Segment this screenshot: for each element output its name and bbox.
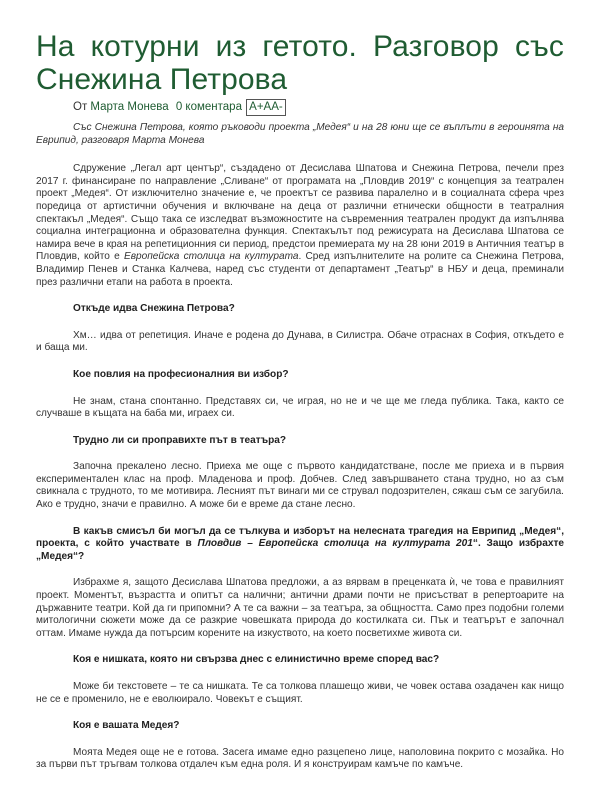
answer-5: Може би текстовете – те са нишката. Те са толкова плашещо живи, че човек остава озадачен как нищо не се е променило, не е еволюирало. Човекът е същият. [36, 681, 564, 705]
question-6: Коя е вашата Медея? [73, 720, 180, 732]
comments-link[interactable]: 0 коментара [175, 101, 242, 113]
question-1: Откъде идва Снежина Петрова? [73, 303, 235, 315]
article-title: На котурни из гетото. Разговор със Снежина Петрова [36, 30, 564, 96]
intro-text-1: Сдружение „Легал арт център“, създадено от Десислава Шпатова и Снежина Петрова, печели през 2017 г. финансиране по направление „Сливане“ от програмата на „Пловдив 2019“ с концепция за театрален проект „Медея“. От изключително значение е, че проектът се развива паралелно и в социалната сфера чрез поредица от артистични обучения и включване на деца от различни етнически общности в театралния спектакъл „Медея“. Също така се изследват възможностите на съвременния театрален продукт да изпълнява социална интеграционна и образователна функция. Спектакълът под режисурата на Десислава Шпатова се намира вече в края на репетиционния си период, предстои премиерата му на 28 юни 2019 в Античния театър в Пловдив, който е [36, 163, 564, 263]
question-3: Трудно ли си проправихте път в театъра? [73, 434, 287, 446]
question-4 [36, 526, 564, 564]
answer-2: Не знам, стана спонтанно. Представях си, че играя, но не и че ще ме гледа публика. Така, както се случваше в къщата на баба ми, играех си. [36, 395, 564, 420]
answer-1: Хм… идва от репетиция. Иначе е родена до Дунава, в Силистра. Обаче отраснах в София, откъдето е и баща ми. [36, 329, 564, 354]
by-label: От [73, 101, 88, 113]
article [36, 30, 564, 772]
answer-6: Моята Медея още не е готова. Засега имаме едно разцепено лице, наполовина покрито с мозайка. Но за първи път тръгвам толкова отдалеч към една роля. И я конструирам камъче по камъче. [36, 746, 564, 771]
font-size-controls[interactable]: A+AA- [246, 99, 286, 116]
article-lead: Със Снежина Петрова, която ръководи проекта „Медея“ и на 28 юни ще се въплъти в героинята на Еврипид, разговаря Марта Монева [36, 122, 564, 146]
author-link[interactable]: Марта Монева [90, 101, 169, 113]
intro-paragraph [36, 163, 564, 289]
question-4-italic: Пловдив – Европейска столица на културата 201 [197, 538, 473, 550]
question-4-text-2: “. Защо избрахте „Медея“? [36, 538, 564, 562]
answer-4: Избрахме я, защото Десислава Шпатова предложи, а аз вярвам в преценката ѝ, че това е правилният проект. Моментът, възрастта и опитът са налични; антични драми почти не присъстват в репертоарите на държавните театри. Кой да ги припомни? А те са важни – за театъра, за общността. Само през подобни големи митологични сюжети може да се разкрие човешката природа до костилката си. Пък и театърът е започнал оттам. Имаме нужда да потърсим корените на изкуството, на което посветихме живота си. [36, 577, 564, 639]
question-4-text-1: В какъв смисъл би могъл да се тълкува и изборът на нелесната трагедия на Еврипид „Медея“, проекта, с който участвате в [36, 525, 564, 550]
question-2: Кое повлия на професионалния ви избор? [73, 368, 289, 380]
article-meta [73, 98, 564, 116]
answer-3: Започна прекалено лесно. Приеха ме още с първото кандидатстване, после ме приеха и в първия експериментален клас на проф. Младенова и проф. Добчев. След завършването стана трудно, но аз съм свикнала с трудното, то ме мотивира. Лесният път винаги ми се струвал подозрителен, сякаш съм се загубила. Ако е трудно, значи е правилно. А може би е време да стане лесно. [36, 461, 564, 511]
intro-text-2: . Сред изпълнителите на ролите са Снежина Петрова, Владимир Пенев и Станка Калчева, наред със студенти от департамент „Театър“ в НБУ и деца, преминали през различни етапи на работа в проекта. [36, 251, 565, 288]
question-5: Коя е нишката, която ни свързва днес с елинистично време според вас? [73, 654, 440, 666]
intro-italic: Европейска столица на културата [123, 251, 299, 263]
